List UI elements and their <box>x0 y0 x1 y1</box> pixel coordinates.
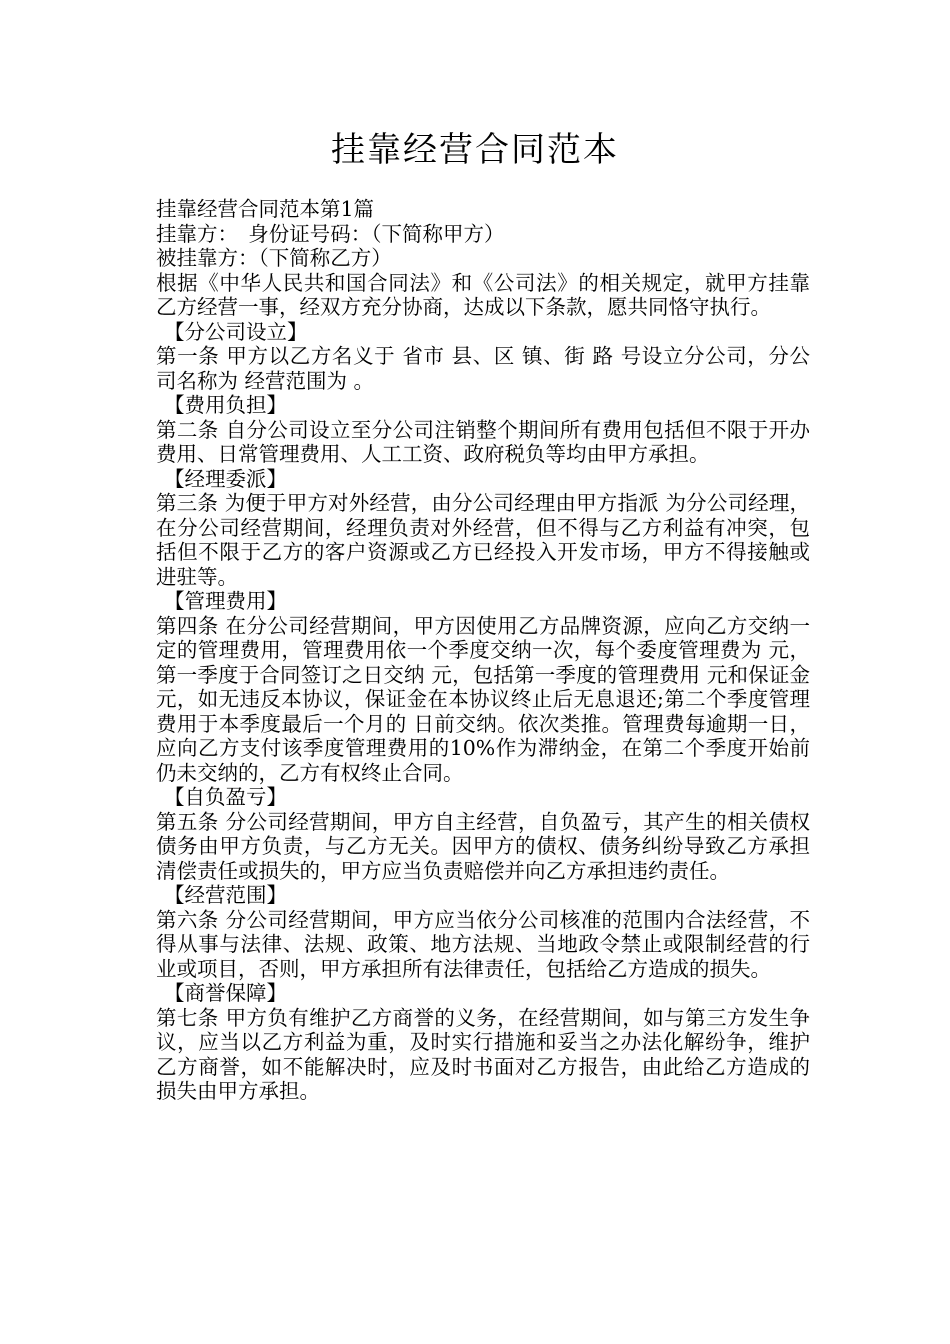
document-title: 挂靠经营合同范本 <box>331 130 619 170</box>
section-heading-manager-appointment: 【经理委派】 <box>164 466 287 491</box>
preamble-paragraph: 根据《中华人民共和国合同法》和《公司法》的相关规定，就甲方挂靠乙方经营一事，经双方充分协商，达成以下条款，愿共同恪守执行。 <box>156 270 810 319</box>
section-heading-branch-setup: 【分公司设立】 <box>164 319 308 344</box>
article-5: 第五条 分公司经营期间，甲方自主经营，自负盈亏，其产生的相关债权债务由甲方负责，与乙方无关。因甲方的债权、债务纠纷导致乙方承担清偿责任或损失的，甲方应当负责赔偿并向乙方承担违约责任。 <box>156 809 810 883</box>
article-2: 第二条 自分公司设立至分公司注销整个期间所有费用包括但不限于开办费用、日常管理费用、人工工资、政府税负等均由甲方承担。 <box>156 417 810 466</box>
document-body <box>146 197 810 1104</box>
article-1: 第一条 甲方以乙方名义于 省市 县、区 镇、街 路 号设立分公司，分公司名称为 经营范围为 。 <box>156 344 810 393</box>
intro-line-3: 被挂靠方：（下简称乙方） <box>156 246 392 270</box>
intro-line-1: 挂靠经营合同范本第1篇 <box>156 197 375 221</box>
section-heading-reputation: 【商誉保障】 <box>164 981 287 1005</box>
section-heading-self-financing: 【自负盈亏】 <box>164 785 287 809</box>
section-heading-management-fee: 【管理费用】 <box>164 589 287 613</box>
section-heading-business-scope: 【经营范围】 <box>164 883 287 907</box>
article-4: 第四条 在分公司经营期间，甲方因使用乙方品牌资源，应向乙方交纳一定的管理费用，管理费用依一个季度交纳一次，每个委度管理费为 元，第一季度于合同签订之日交纳 元，包括第一季度的管理费用 元和保证金 元，如无违反本协议，保证金在本协议终止后无息退还;第二个季度管理费用于本季度最后一个月的 日前交纳。依次类推。管理费每逾期一日，应向乙方支付该季度管理费用的10%作为滞纳金，在第二个季度开始前仍未交纳的，乙方有权终止合同。 <box>156 613 810 785</box>
article-6: 第六条 分公司经营期间，甲方应当依分公司核准的范围内合法经营，不得从事与法律、法规、政策、地方法规、当地政令禁止或限制经营的行业或项目，否则，甲方承担所有法律责任，包括给乙方造成的损失。 <box>156 907 810 981</box>
article-3: 第三条 为便于甲方对外经营，由分公司经理由甲方指派 为分公司经理，在分公司经营期间，经理负责对外经营，但不得与乙方利益有冲突，包括但不限于乙方的客户资源或乙方已经投入开发市场，甲方不得接触或进驻等。 <box>156 491 810 589</box>
intro-line-2: 挂靠方： 身份证号码：（下简称甲方） <box>156 221 505 246</box>
section-heading-cost-burden: 【费用负担】 <box>164 393 287 417</box>
article-7: 第七条 甲方负有维护乙方商誉的义务，在经营期间，如与第三方发生争议，应当以乙方利益为重，及时实行措施和妥当之办法化解纷争，维护乙方商誉，如不能解决时，应及时书面对乙方报告，由此给乙方造成的损失由甲方承担。 <box>156 1005 810 1103</box>
